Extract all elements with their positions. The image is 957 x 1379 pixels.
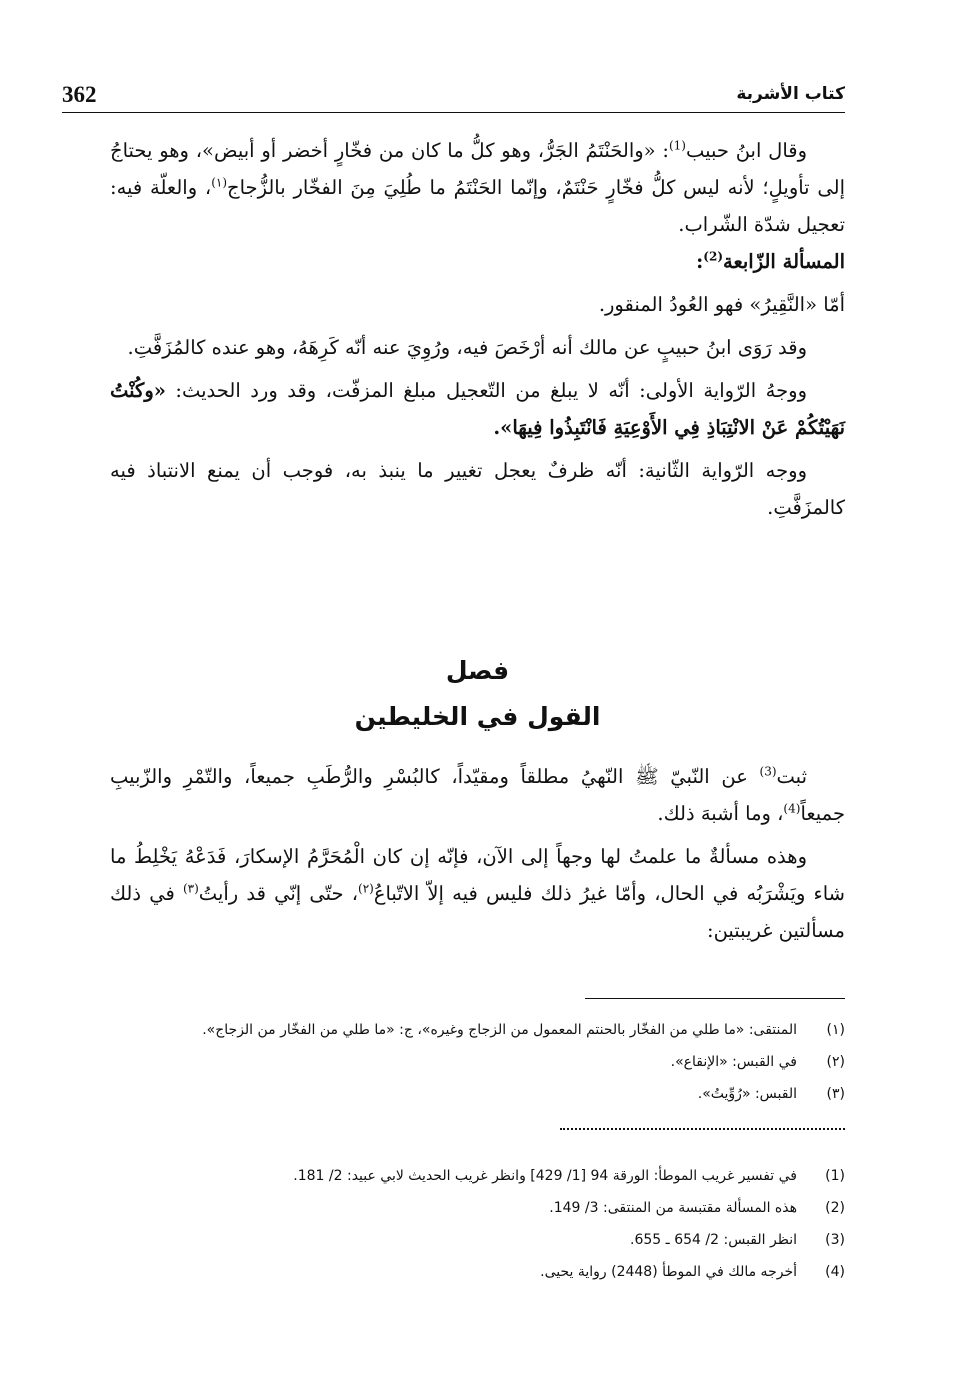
- hadith-quote: «وكُنْتُ نَهَيْتُكُمْ عَنْ الانْتِبَاذِ فِي الأَوْعِيَةِ فَانْتَبِذُوا فِيهَا».: [110, 379, 845, 439]
- source-footnotes: [60, 1160, 845, 1288]
- footnote-ref: (4): [783, 801, 801, 816]
- text-span: المسألة الزّابعة: [723, 250, 845, 273]
- text-span: : «والحَنْتَمُ الجَرُّ، وهو كلُّ ما كان من فخّارٍ أخضر أو أبيض»، وهو يحتاجُ إلى تأويلٍ؛ لأنه ليس كلُّ فخّارٍ حَنْتَمٌ، وإنّما الحَنْتَمُ ما طُلِيَ مِنَ الفخّار بالزُّجاج: [110, 139, 845, 199]
- text-span: ، وما أشبهَ ذلك.: [657, 802, 784, 825]
- text-span: ، حتّى إنّي قد رأيتُ: [198, 882, 359, 905]
- dotted-divider: [560, 1128, 845, 1130]
- footnote-item: [60, 1160, 845, 1192]
- footnote-ref: (٢): [358, 881, 374, 896]
- text-span: في ذلك مسألتين غريبتين:: [110, 882, 845, 942]
- paragraph: ووجه الرّواية الثّانية: أنّه ظرفٌ يعجل تغيير ما ينبذ به، فوجب أن يمنع الانتباذ فيه كالمزَفَّتِ.: [110, 459, 845, 519]
- footnote-item: [60, 1078, 845, 1110]
- footnote-number: (٢): [826, 1054, 845, 1070]
- text-span: وقال ابنُ حبيب: [685, 139, 807, 162]
- paragraph: [110, 758, 845, 832]
- footnote-text: في القبس: «الإنقاع».: [670, 1054, 797, 1070]
- footnote-ref: (3): [759, 764, 777, 779]
- footnote-item: [60, 1046, 845, 1078]
- footnote-ref: (1): [668, 138, 686, 153]
- footnote-number: (3): [825, 1232, 845, 1248]
- editor-footnotes: [60, 1014, 845, 1110]
- footnote-text: أخرجه مالك في الموطأ (2448) رواية يحيى.: [540, 1264, 797, 1280]
- footnote-text: هذه المسألة مقتبسة من المنتقى: 3/ 149.: [549, 1200, 797, 1216]
- running-title: كتاب الأشربة: [736, 84, 845, 104]
- footnote-text: المنتقى: «ما طلي من الفخّار بالحنتم المعمول من الزجاج وغيره»، ج: «ما طلي من الفخّار من الزجاج».: [202, 1022, 797, 1038]
- page-number: 362: [62, 82, 97, 107]
- footnote-text: في تفسير غريب الموطأ: الورقة 94 [1/ 429] وانظر غريب الحديث لابي عبيد: 2/ 181.: [293, 1168, 797, 1184]
- footnote-text: انظر القبس: 2/ 654 ـ 655.: [630, 1232, 797, 1248]
- footnote-number: (٣): [826, 1086, 845, 1102]
- footnote-number: (2): [825, 1200, 845, 1216]
- section-heading: [110, 648, 845, 740]
- paragraph: أمّا «النَّقِيرُ» فهو العُودُ المنقور.: [598, 293, 845, 316]
- page-header: [62, 82, 845, 113]
- section-text-block: [110, 758, 845, 949]
- paragraph: [110, 132, 845, 243]
- footnote-item: [60, 1256, 845, 1288]
- footnote-item: [60, 1224, 845, 1256]
- section-title: القول في الخليطين: [354, 702, 601, 731]
- footnote-ref: (٣): [182, 881, 199, 896]
- paragraph: [110, 838, 845, 949]
- text-span: وهذه مسألةٌ ما علمتُ لها وجهاً إلى الآن، فإنّه إن كان الْمُحَرَّمُ الإسكارَ، فَدَعْهُ يَخْلِطُ ما شاء ويَشْرَبُه في الحال، وأمّا غيرُ ذلك فليس فيه إلاّ الاتّباعُ: [110, 845, 846, 905]
- footnote-item: [60, 1014, 845, 1046]
- footnote-divider: [585, 998, 845, 999]
- issue-heading: [110, 243, 845, 280]
- footnote-ref: (2): [703, 249, 724, 264]
- paragraph: [110, 372, 845, 446]
- text-span: ثبت: [776, 765, 807, 788]
- text-span: ، والعلّة فيه: تعجيل شدّة الشّراب.: [110, 176, 845, 236]
- text-span: ووجهُ الرّواية الأولى: أنّه لا يبلغ من التّعجيل مبلغ المزفّت، وقد ورد الحديث:: [175, 379, 807, 402]
- text-span: :: [696, 250, 704, 273]
- footnote-number: (4): [825, 1264, 845, 1280]
- text-span: عن النّبيّ ﷺ النّهيُ مطلقاً ومقيّداً، كالبُسْرِ والرُّطَبِ جميعاً، والتّمْرِ والزّبيبِ جميعاً: [110, 765, 845, 825]
- footnote-ref: (١): [211, 175, 228, 190]
- footnote-number: (1): [825, 1168, 845, 1184]
- section-label: فصل: [445, 656, 510, 685]
- paragraph: وقد رَوَى ابنُ حبيبٍ عن مالك أنه أرْخَصَ فيه، ورُوِيَ عنه أنّه كَرِهَهُ، وهو عنده كالمُزَفَّتِ.: [127, 336, 807, 359]
- footnote-text: القبس: «رُوِّيتُ».: [697, 1086, 797, 1102]
- footnote-number: (١): [826, 1022, 845, 1038]
- main-text-block: [110, 132, 845, 526]
- footnote-item: [60, 1192, 845, 1224]
